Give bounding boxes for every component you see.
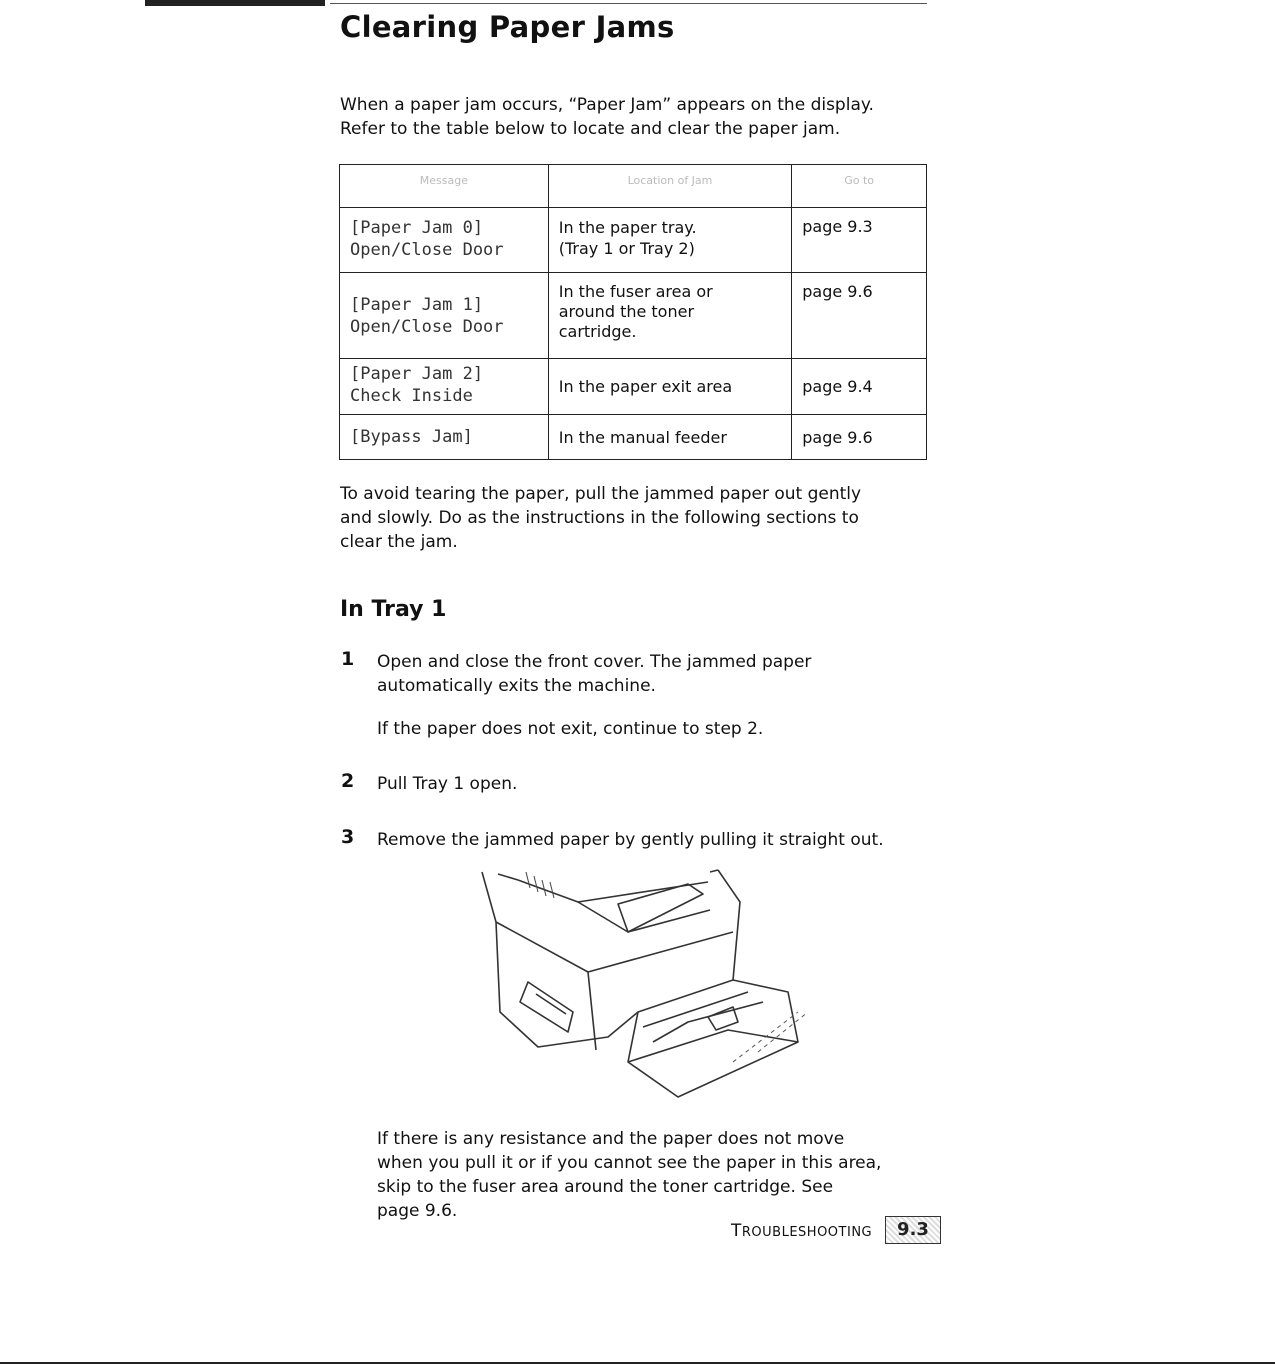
location-cell (548, 273, 792, 359)
message-cell (340, 415, 549, 460)
header-bar (145, 0, 325, 6)
location-cell (548, 208, 792, 273)
message-line: [Paper Jam 0] (350, 218, 484, 238)
table-row (340, 359, 927, 415)
message-cell (340, 359, 549, 415)
table-header-row (340, 165, 927, 208)
footer-section-text: ROUBLESHOOTING (741, 1225, 873, 1240)
page-title: Clearing Paper Jams (340, 10, 675, 44)
footer-section-label: TROUBLESHOOTING (731, 1221, 873, 1241)
printer-tray-illustration (478, 862, 808, 1100)
step-number: 3 (341, 826, 355, 848)
location-line: In the paper exit area (558, 377, 733, 396)
step-number: 2 (341, 770, 355, 792)
location-cell (548, 415, 792, 460)
location-cell (548, 359, 792, 415)
message-line: [Paper Jam 1] (350, 294, 484, 315)
intro-line-1: When a paper jam occurs, “Paper Jam” appears on the display. (340, 95, 874, 115)
goto-cell: page 9.6 (792, 273, 927, 359)
step-text: Remove the jammed paper by gently pulling it straight out. (377, 830, 884, 850)
location-line: In the paper tray. (558, 218, 697, 237)
advice-text (340, 482, 861, 554)
step-line: Open and close the front cover. The jammed paper (377, 652, 812, 672)
location-line: (Tray 1 or Tray 2) (558, 239, 695, 258)
goto-cell: page 9.3 (792, 208, 927, 273)
message-cell (340, 273, 549, 359)
note-line: when you pull it or if you cannot see the paper in this area, (377, 1153, 882, 1173)
header-rule (330, 3, 927, 4)
note-line: page 9.6. (377, 1201, 458, 1221)
location-line: around the toner (558, 302, 695, 321)
page-number-badge: 9.3 (885, 1216, 941, 1244)
message-cell (340, 208, 549, 273)
location-line: In the manual feeder (558, 427, 727, 447)
step-text (377, 650, 811, 698)
paper-jam-table (339, 164, 927, 460)
message-line: [Paper Jam 2] (350, 364, 484, 384)
step-note: If the paper does not exit, continue to step 2. (377, 719, 764, 739)
step-number: 1 (341, 648, 355, 670)
header-goto: Go to (792, 165, 927, 208)
message-line: [Bypass Jam] (350, 427, 473, 447)
advice-line: and slowly. Do as the instructions in the following sections to (340, 508, 859, 528)
section-title: In Tray 1 (340, 597, 447, 622)
message-line: Check Inside (350, 386, 473, 406)
header-message: Message (340, 165, 549, 208)
goto-cell: page 9.4 (792, 359, 927, 415)
table-row (340, 273, 927, 359)
location-line: In the fuser area or (558, 282, 713, 301)
note-line: If there is any resistance and the paper does not move (377, 1129, 845, 1149)
table-row (340, 415, 927, 460)
advice-line: To avoid tearing the paper, pull the jammed paper out gently (340, 484, 862, 504)
message-line: Open/Close Door (350, 240, 504, 260)
intro-line-2: Refer to the table below to locate and clear the paper jam. (340, 119, 841, 139)
note-line: skip to the fuser area around the toner cartridge. See (377, 1177, 834, 1197)
step-text: Pull Tray 1 open. (377, 774, 518, 794)
header-location: Location of Jam (548, 165, 792, 208)
goto-cell: page 9.6 (792, 415, 927, 460)
resistance-note (377, 1127, 881, 1223)
table-row (340, 208, 927, 273)
intro-text (340, 93, 874, 141)
step-line: automatically exits the machine. (377, 676, 656, 696)
bottom-rule (0, 1362, 1275, 1364)
advice-line: clear the jam. (340, 532, 458, 552)
location-line: cartridge. (558, 322, 637, 341)
message-line: Open/Close Door (350, 316, 504, 337)
